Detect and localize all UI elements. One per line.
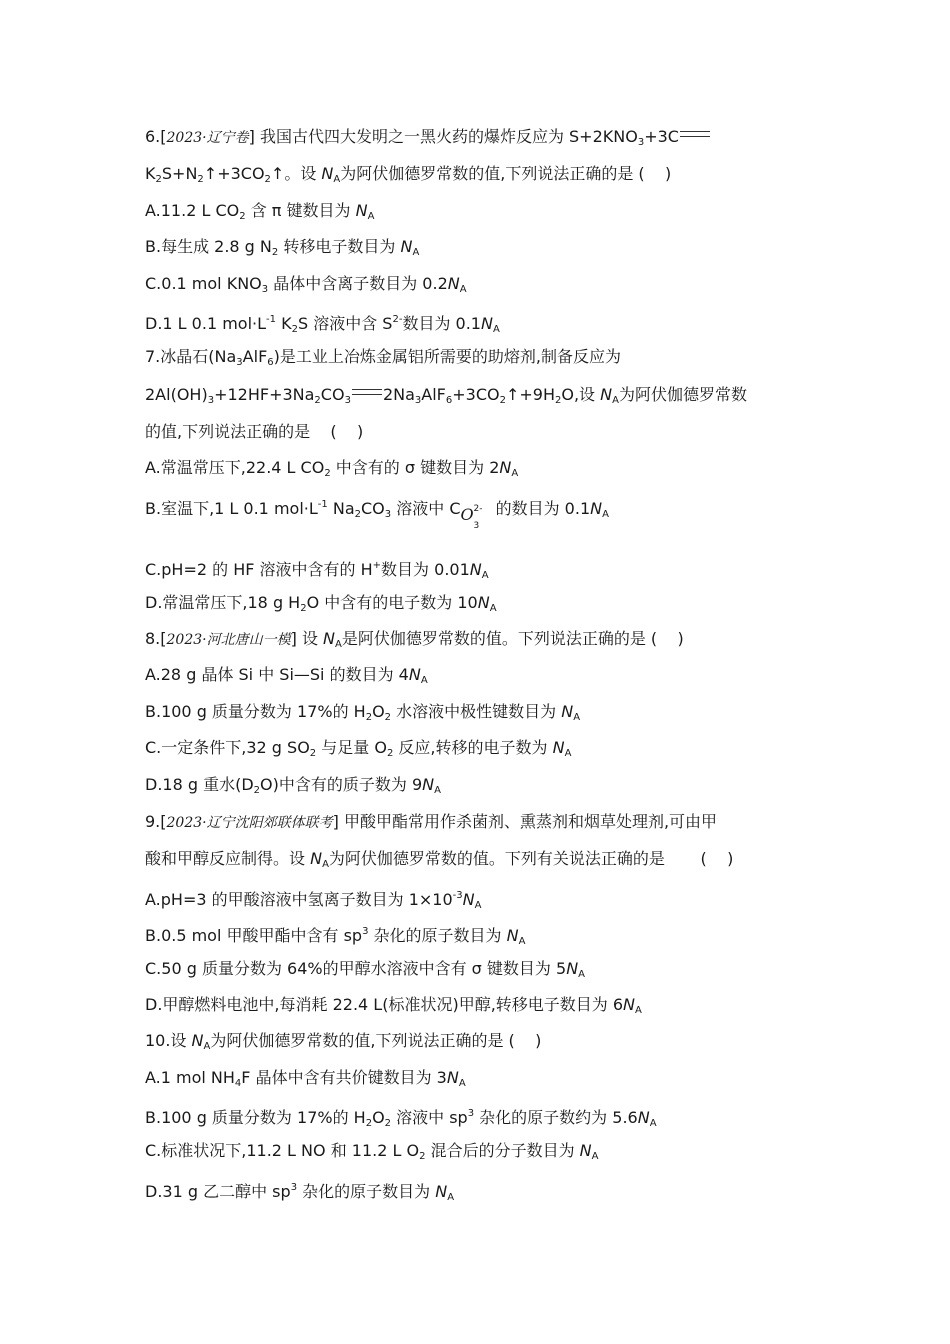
q7-option-c: C.pH=2 的 HF 溶液中含有的 H+数目为 $0.01N_A$ [145, 560, 489, 581]
q10-option-b: B.100 g 质量分数为 17%的 $H_2O_2$ 溶液中 $sp^3$ 杂化的原子数约为 $5.6N_A$ [145, 1108, 657, 1129]
q9-option-c: C.50 g 质量分数为 64%的甲醇水溶液中含有 σ 键数目为 $5N_A$ [145, 959, 585, 980]
equals-sign-double-line [680, 131, 710, 137]
q8-option-b: B.100 g 质量分数为 17%的 $H_2O_2$ 水溶液中极性键数目为 $N_A$ [145, 702, 581, 723]
q7-stem-line1: 7.冰晶石$(Na_3AlF_6)$是工业上冶炼金属铝所需要的助熔剂,制备反应为 [145, 347, 621, 368]
q6-stem-line2: $K_2S+N_2↑+3CO_2↑$。设 $N_A$为阿伏伽德罗常数的值,下列说法正确的是 ( ) [145, 164, 672, 185]
q9-source-tag: 2023·辽宁沈阳郊联体联考 [166, 815, 333, 831]
q8-option-c: C.一定条件下,32 g $SO_2$ 与足量 $O_2$ 反应,转移的电子数为 $N_A$ [145, 738, 572, 759]
q6-option-d: D.1 L 0.1 $mol\cdot L^{-1}$ $K_2S$ 溶液中含 $S^{2-}$数目为 $0.1N_A$ [145, 314, 500, 335]
q8-stem-line1: 8.[2023·河北唐山一模] 设 $N_A$是阿伏伽德罗常数的值。下列说法正确的是 ( ) [145, 629, 684, 650]
q8-source-tag: 2023·河北唐山一模 [166, 632, 291, 648]
q10-stem-line1: 10.设 $N_A$为阿伏伽德罗常数的值,下列说法正确的是 ( ) [145, 1031, 542, 1052]
q7-option-d: D.常温常压下,18 g $H_2O$ 中含有的电子数为 $10N_A$ [145, 593, 497, 614]
q7-stem-line2: $2Al(OH)_3+12HF+3Na_2CO_3$ $2Na_3AlF_6+3CO_2↑+9H_2O$,设 $N_A$为阿伏伽德罗常数 [145, 385, 747, 406]
q6-option-a: A.11.2 L $CO_2$ 含 π 键数目为 $N_A$ [145, 201, 375, 222]
q9-stem-line2: 酸和甲醇反应制得。设 $N_A$为阿伏伽德罗常数的值。下列有关说法正确的是 ( ) [145, 849, 734, 870]
q10-option-a: A.1 mol $NH_4F$ 晶体中含有共价键数目为 $3N_A$ [145, 1068, 466, 1089]
q10-option-c: C.标准状况下,11.2 L NO 和 11.2 L $O_2$ 混合后的分子数目为 $N_A$ [145, 1141, 599, 1162]
q6-option-b: B.每生成 2.8 g $N_2$ 转移电子数目为 $N_A$ [145, 237, 420, 258]
q6-option-c: C.0.1 mol $KNO_3$ 晶体中含离子数目为 $0.2N_A$ [145, 274, 467, 295]
q7-option-a: A.常温常压下,22.4 L $CO_2$ 中含有的 σ 键数目为 $2N_A$ [145, 458, 519, 479]
q9-option-b: B.0.5 mol 甲酸甲酯中含有 $sp^3$ 杂化的原子数目为 $N_A$ [145, 926, 526, 947]
q7-stem-line3: 的值,下列说法正确的是 ( ) [145, 422, 364, 441]
q8-option-a: A.28 g 晶体 Si 中 Si—Si 的数目为 $4N_A$ [145, 665, 428, 686]
q7-option-b: B.室温下,1 L 0.1 $mol\cdot L^{-1}$ $Na_2CO_3$ 溶液中 C O 3 2- 的数目为 $0.1N_A$ [145, 499, 609, 531]
q9-stem-line1: 9.[2023·辽宁沈阳郊联体联考] 甲酸甲酯常用作杀菌剂、熏蒸剂和烟草处理剂,可由甲 [145, 812, 718, 831]
q8-option-d: D.18 g 重水$(D_2O)$中含有的质子数为 $9N_A$ [145, 775, 441, 796]
q6-source-tag: 2023·辽宁卷 [166, 130, 249, 146]
q6-stem-line1: 6.[2023·辽宁卷] 我国古代四大发明之一黑火药的爆炸反应为 $S+2KNO_3+3C$ [145, 126, 711, 154]
q9-option-d: D.甲醇燃料电池中,每消耗 22.4 L(标准状况)甲醇,转移电子数目为 $6N_A$ [145, 995, 642, 1016]
q10-option-d: D.31 g 乙二醇中 $sp^3$ 杂化的原子数目为 $N_A$ [145, 1182, 455, 1203]
q9-option-a: A.pH=3 的甲酸溶液中氢离子数目为 $1\times 10^{-3}N_A$ [145, 890, 482, 911]
carbonate-ion-fraction: O 3 2- [460, 504, 483, 531]
equals-sign-double-line [352, 389, 382, 395]
